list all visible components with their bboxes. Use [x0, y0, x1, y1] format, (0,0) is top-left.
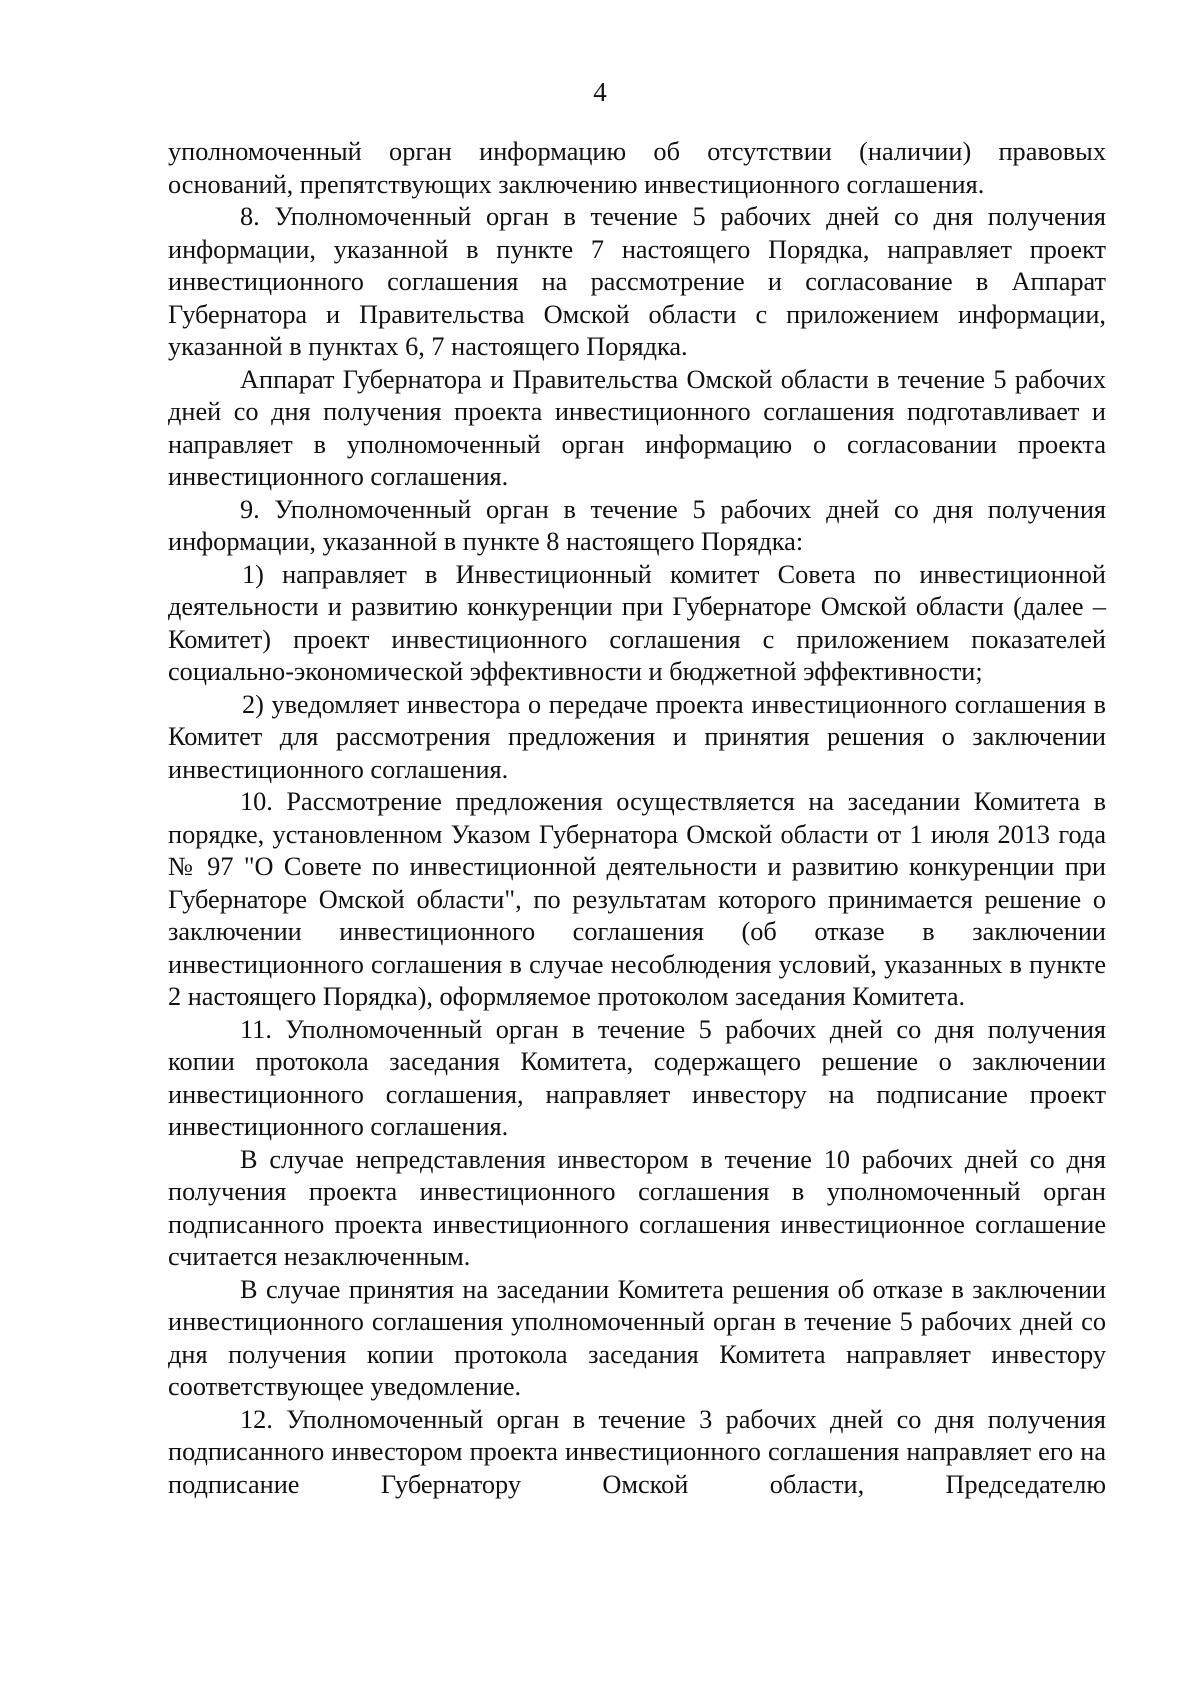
- paragraph-item-9: 9. Уполномоченный орган в течение 5 рабочих дней со дня получения информации, указанной в пункте 8 настоящего Порядка:: [168, 494, 1106, 556]
- page-number: 4: [593, 77, 607, 107]
- paragraph-item-10: 10. Рассмотрение предложения осуществляется на заседании Комитета в порядке, установленном Указом Губернатора Омской области от 1 июля 2013 года № 97 "О Совете по инвестиционной деятельности и развитию конкуренции при Губернаторе Омской области", по результатам которого принимается решение о заключении инвестиционного соглашения (об отказе в заключении инвестиционного соглашения в случае несоблюдения условий, указанных в пункте 2 настоящего Порядка), оформляемое протоколом заседания Комитета.: [168, 787, 1106, 1011]
- paragraph-item-11: 11. Уполномоченный орган в течение 5 рабочих дней со дня получения копии протокола заседания Комитета, содержащего решение о заключении инвестиционного соглашения, направляет инвестору на подписание проект инвестиционного соглашения.: [168, 1014, 1106, 1141]
- paragraph-item-8: 8. Уполномоченный орган в течение 5 рабочих дней со дня получения информации, указанной в пункте 7 настоящего Порядка, направляет проект инвестиционного соглашения на рассмотрение и согласование в Аппарат Губернатора и Правительства Омской области с приложением информации, указанной в пунктах 6, 7 настоящего Порядка.: [168, 202, 1106, 361]
- document-body: [168, 136, 1106, 1501]
- paragraph-item-11-non-submission: В случае непредставления инвестором в течение 10 рабочих дней со дня получения проекта инвестиционного соглашения в уполномоченный орган подписанного проекта инвестиционного соглашения инвестиционное соглашение считается незаключенным.: [168, 1144, 1106, 1271]
- paragraph-item-9-sub-2: 2) уведомляет инвестора о передаче проекта инвестиционного соглашения в Комитет для рассмотрения предложения и принятия решения о заключении инвестиционного соглашения.: [168, 689, 1106, 784]
- paragraph-continuation: уполномоченный орган информацию об отсутствии (наличии) правовых оснований, препятствующих заключению инвестиционного соглашения.: [168, 137, 1106, 199]
- paragraph-item-11-refusal: В случае принятия на заседании Комитета решения об отказе в заключении инвестиционного соглашения уполномоченный орган в течение 5 рабочих дней со дня получения копии протокола заседания Комитета направляет инвестору соответствующее уведомление.: [168, 1274, 1106, 1401]
- paragraph-item-9-sub-1: 1) направляет в Инвестиционный комитет Совета по инвестиционной деятельности и развитию конкуренции при Губернаторе Омской области (далее – Комитет) проект инвестиционного соглашения с приложением показателей социально-экономической эффективности и бюджетной эффективности;: [168, 559, 1106, 686]
- paragraph-item-12: 12. Уполномоченный орган в течение 3 рабочих дней со дня получения подписанного инвестором проекта инвестиционного соглашения направляет его на подписание Губернатору Омской области, Председателю: [168, 1404, 1106, 1499]
- paragraph-item-8-apparatus: Аппарат Губернатора и Правительства Омской области в течение 5 рабочих дней со дня получения проекта инвестиционного соглашения подготавливает и направляет в уполномоченный орган информацию о согласовании проекта инвестиционного соглашения.: [168, 364, 1106, 491]
